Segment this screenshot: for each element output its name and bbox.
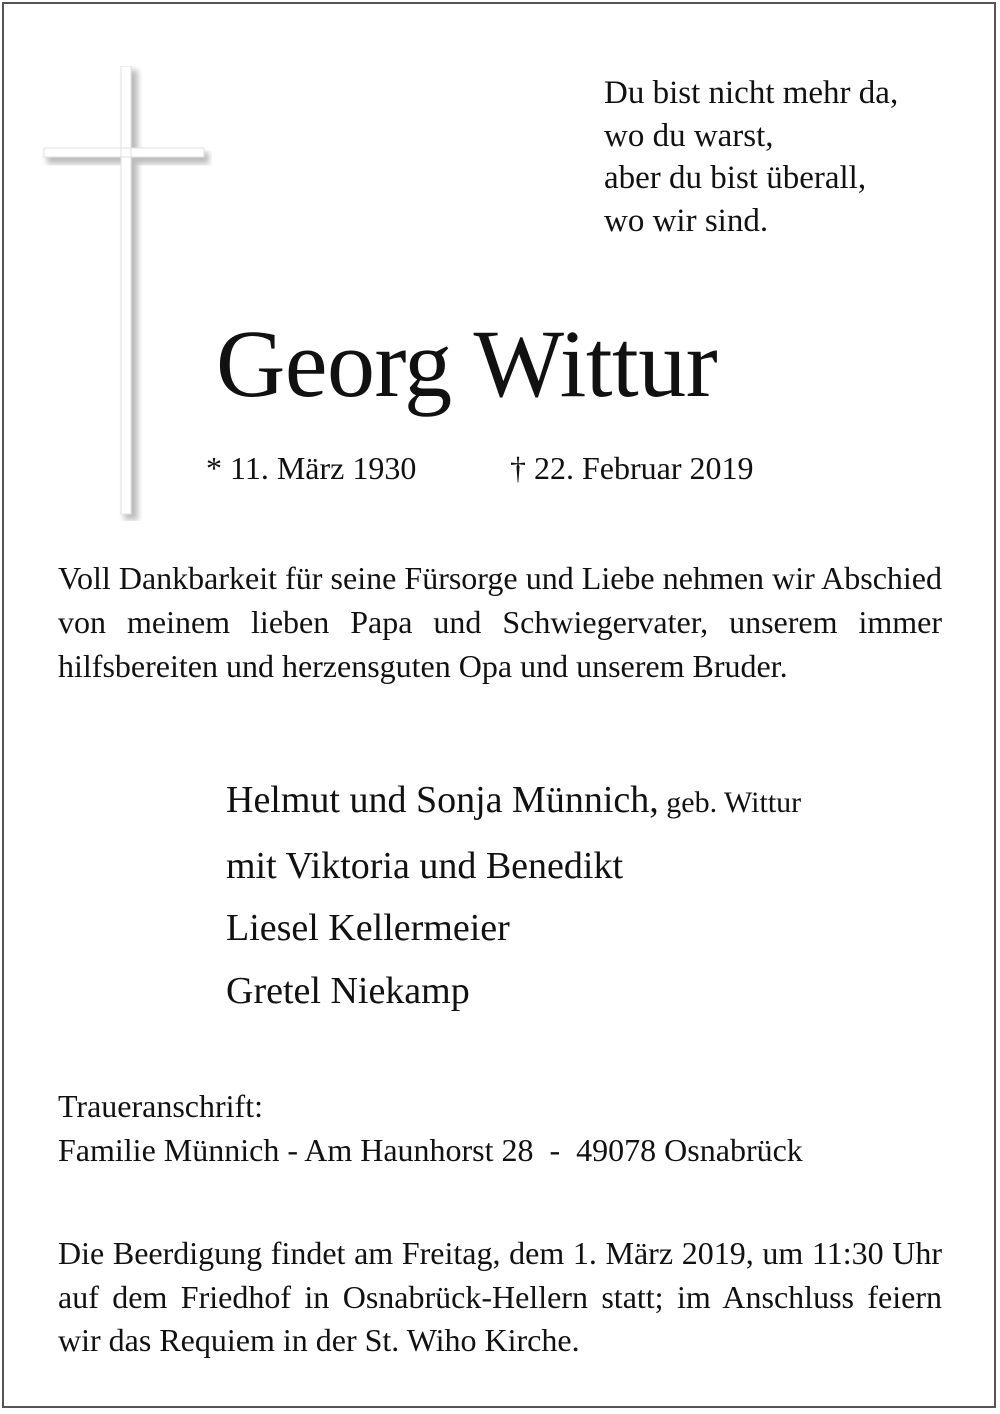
cross-icon: [42, 66, 212, 521]
family-line: Liesel Kellermeier: [226, 907, 510, 949]
poem-line: aber du bist überall,: [604, 160, 867, 196]
intro-text: Voll Dankbarkeit für seine Fürsorge und Liebe nehmen wir Abschied von meinem lieben Papa und Schwiegervater, unserem immer hilfsbereiten und herzensguten Opa und unserem Bruder.: [58, 560, 942, 684]
address-text: Familie Münnich - Am Haunhorst 28 - 49078 Osnabrück: [58, 1132, 803, 1168]
family-signatures: [226, 769, 801, 1022]
deceased-name: Georg Wittur: [216, 310, 718, 417]
poem: [604, 72, 898, 242]
family-line: Gretel Niekamp: [226, 969, 470, 1012]
family-name-main: Helmut und Sonja Münnich,: [226, 779, 659, 821]
funeral-info: Die Beerdigung findet am Freitag, dem 1. März 2019, um 11:30 Uhr auf dem Friedhof in Osnabrück-Hellern statt; im Anschluss feiern wir das Requiem in der St. Wiho Kirche.: [58, 1235, 942, 1358]
death-date: † 22. Februar 2019: [510, 450, 754, 486]
poem-line: wo wir sind.: [604, 202, 769, 239]
address-label: Traueranschrift:: [58, 1088, 263, 1124]
birth-date: * 11. März 1930: [206, 450, 417, 486]
family-line: mit Viktoria und Benedikt: [226, 844, 624, 887]
family-name-note: geb. Wittur: [658, 786, 802, 819]
poem-line: Du bist nicht mehr da,: [604, 75, 899, 111]
family-line: [226, 769, 801, 835]
obituary-notice: [2, 2, 996, 1408]
poem-line: wo du warst,: [604, 117, 774, 154]
